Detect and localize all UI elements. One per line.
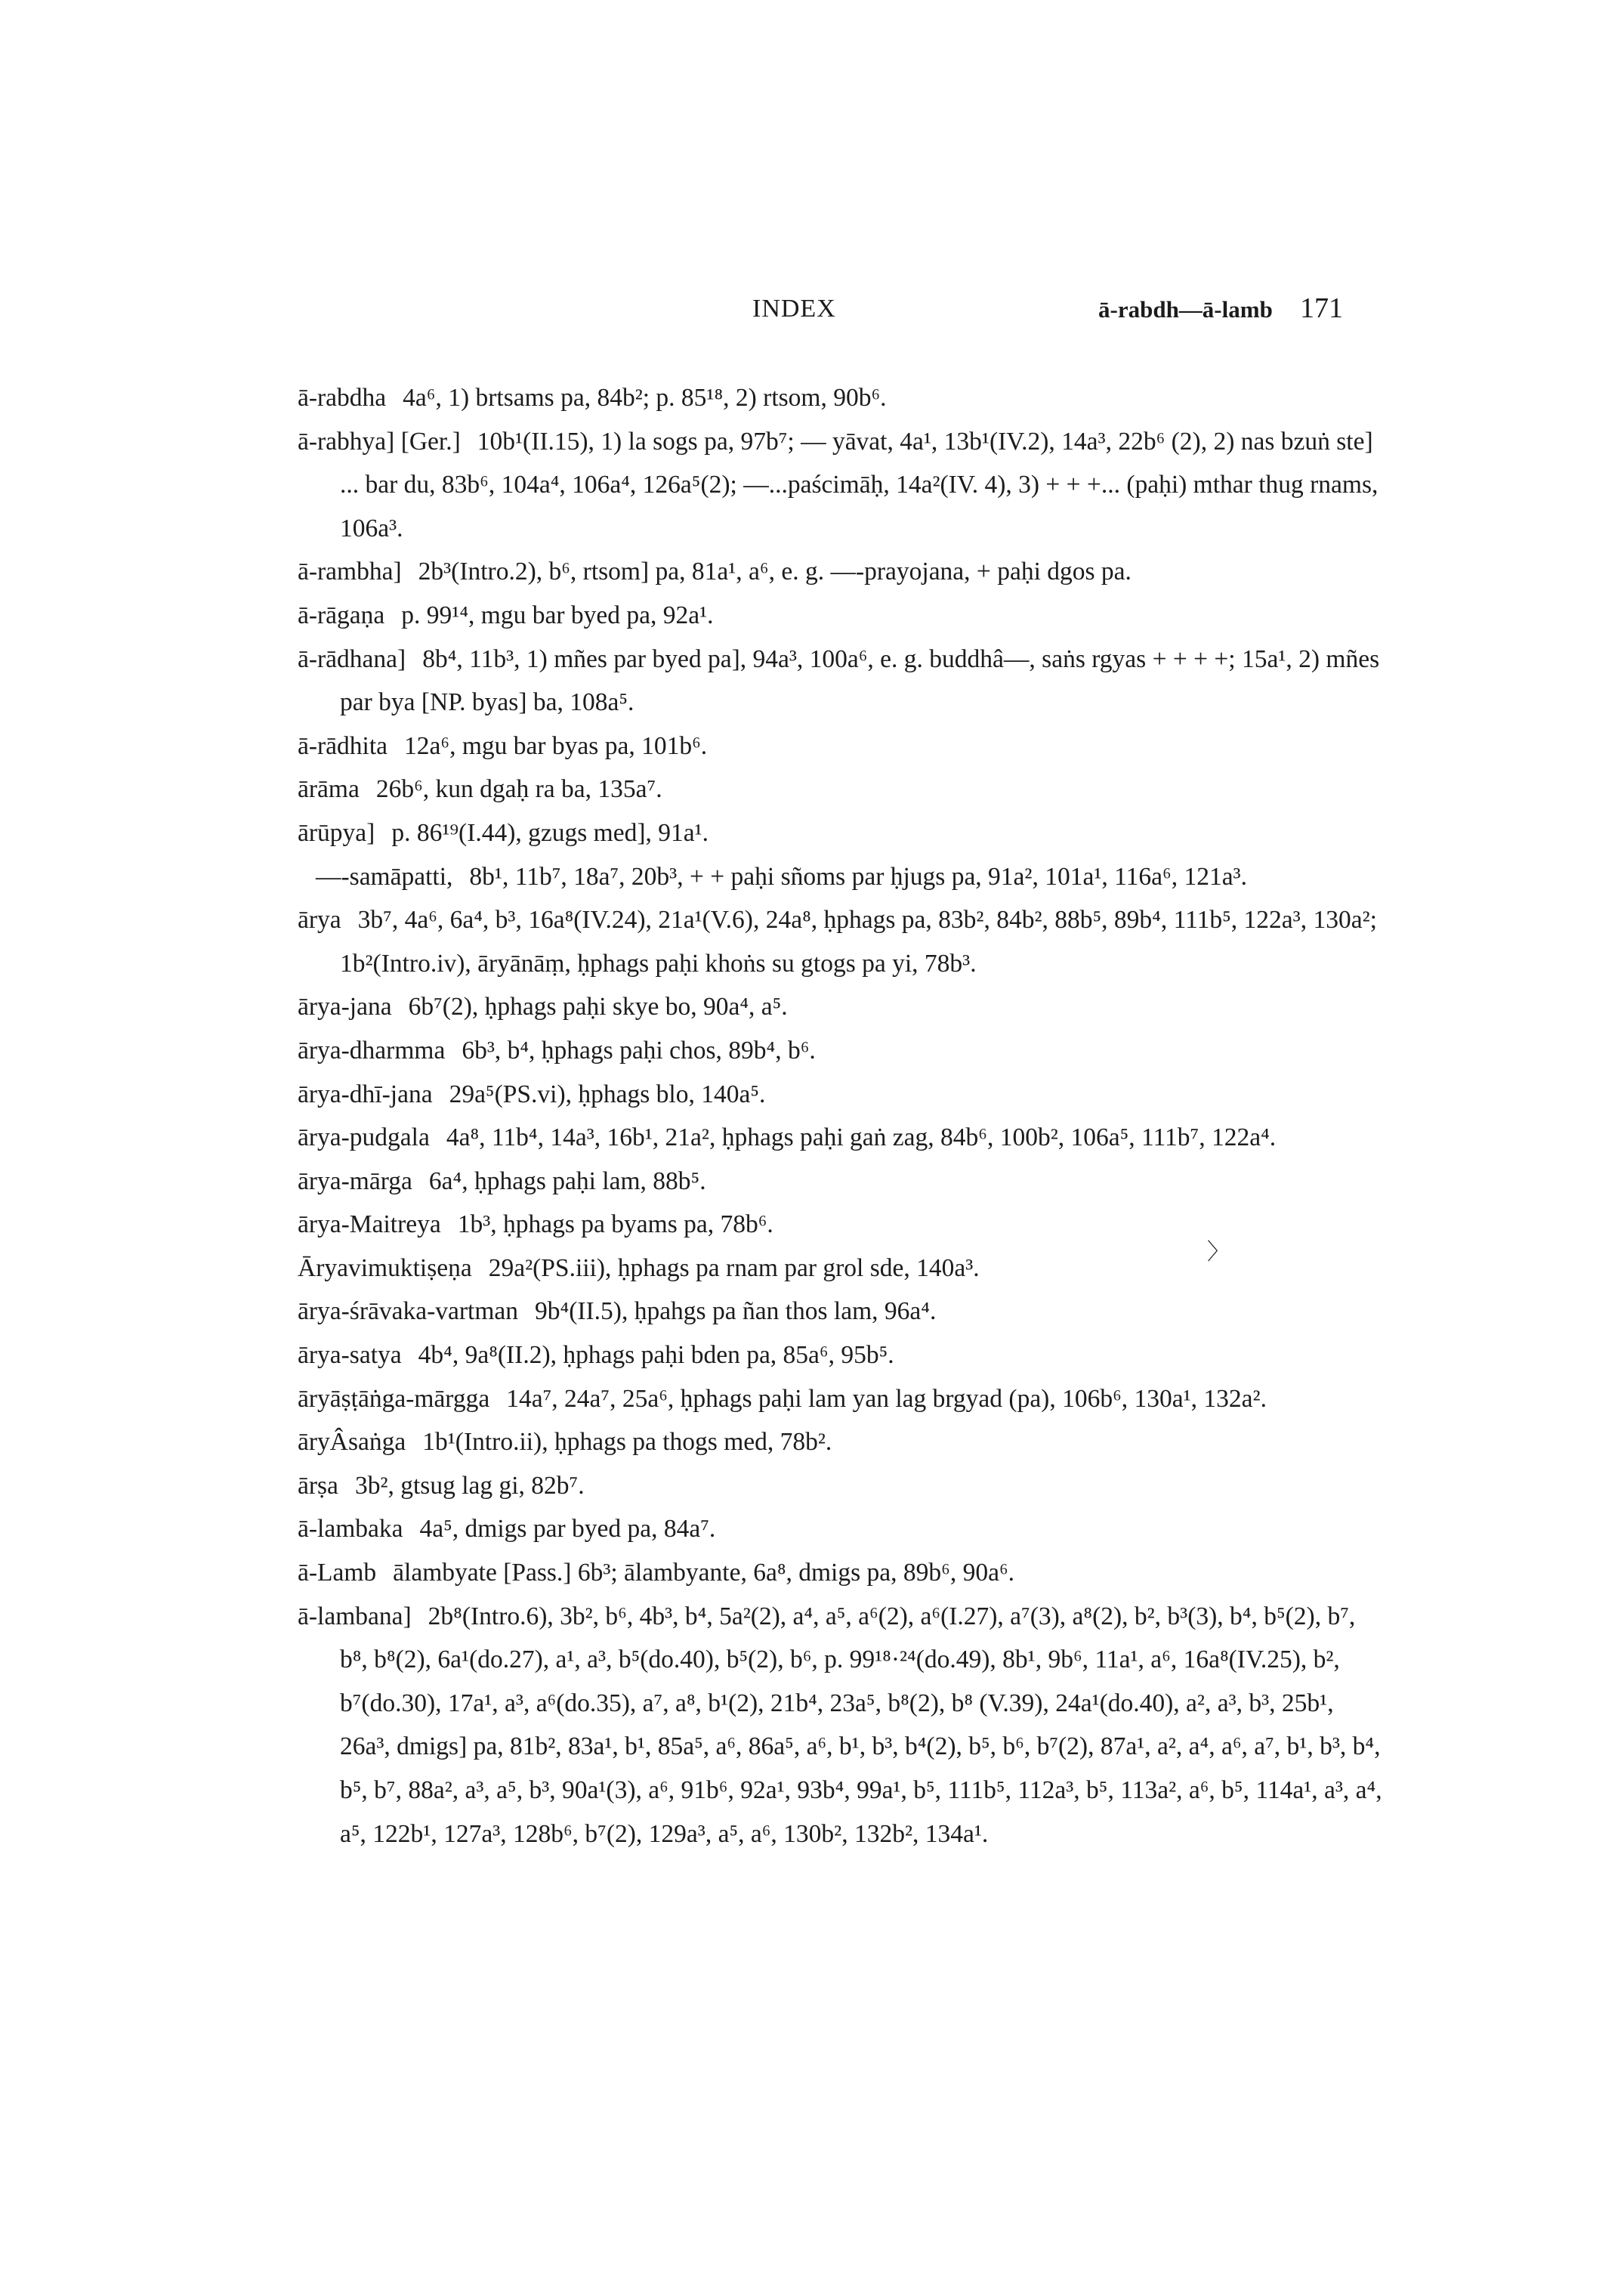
index-entry xyxy=(298,1116,1385,1160)
entry-headword: ārya-satya xyxy=(298,1341,402,1370)
entry-references: 4a⁸, 11b⁴, 14a³, 16b¹, 21a², ḥphags paḥi gaṅ zag, 84b⁶, 100b², 106a⁵, 111b⁷, 122a⁴. xyxy=(446,1123,1277,1152)
index-entry xyxy=(298,1595,1385,1856)
index-entry xyxy=(298,376,1385,420)
entry-references: 12a⁶, mgu bar byas pa, 101b⁶. xyxy=(404,731,708,760)
entry-headword: ārya-Maitreya xyxy=(298,1210,441,1239)
index-entry xyxy=(298,1073,1385,1117)
entry-headword: —-samāpatti, xyxy=(316,862,453,891)
index-entry xyxy=(298,1029,1385,1073)
entry-references: 9b⁴(II.5), ḥpahgs pa ñan thos lam, 96a⁴. xyxy=(535,1297,937,1326)
index-entry xyxy=(298,1551,1385,1595)
index-entry xyxy=(298,725,1385,768)
entry-headword: ārya-dhī-jana xyxy=(298,1080,433,1108)
entry-headword: ārya-mārga xyxy=(298,1167,412,1195)
entry-headword: ā-lambaka xyxy=(298,1515,403,1544)
entry-references: 3b², gtsug lag gi, 82b⁷. xyxy=(354,1471,585,1500)
entry-references: 2b³(Intro.2), b⁶, rtsom] pa, 81a¹, a⁶, e. g. —-prayojana, + paḥi dgos pa. xyxy=(418,558,1132,586)
header-entry-range: ā-rabdh—ā-lamb xyxy=(1098,296,1273,323)
entry-references: 6a⁴, ḥphags paḥi lam, 88b⁵. xyxy=(428,1167,706,1195)
index-entry xyxy=(298,638,1385,725)
entry-headword: ā-lambana] xyxy=(298,1602,412,1630)
index-entries xyxy=(298,376,1385,1856)
entry-references: 4a⁵, dmigs par byed pa, 84a⁷. xyxy=(419,1515,716,1544)
entry-headword: ā-rambha] xyxy=(298,558,402,586)
index-entry xyxy=(298,985,1385,1029)
index-entry xyxy=(298,1160,1385,1204)
entry-references: p. 86¹⁹(I.44), gzugs med], 91a¹. xyxy=(391,818,709,847)
index-entry xyxy=(298,420,1385,551)
stray-mark: 〉 xyxy=(1207,1240,1230,1265)
page-number: 171 xyxy=(1300,292,1343,324)
index-entry xyxy=(298,1464,1385,1508)
entry-headword: ā-Lamb xyxy=(298,1559,377,1587)
entry-headword: ā-rabhya] [Ger.] xyxy=(298,427,461,456)
entry-headword: ārya-pudgala xyxy=(298,1123,430,1152)
header-title: INDEX xyxy=(752,295,836,323)
entry-references: 1b¹(Intro.ii), ḥphags pa thogs med, 78b². xyxy=(422,1428,832,1457)
entry-references: 10b¹(II.15), 1) la sogs pa, 97b⁷; — yāvat, 4a¹, 13b¹(IV.2), 14a³, 22b⁶ (2), 2) nas bzuṅ ste] ... bar du, 83b⁶, 104a⁴, 106a⁴, 126a⁵(2); —...paścimāḥ, 14a²(IV. 4), 3) + + +... (paḥi) mthar thug rnams, 106a³. xyxy=(340,427,1379,542)
running-header xyxy=(0,292,1624,332)
entry-headword: ā-rādhita xyxy=(298,731,388,760)
entry-references: 4b⁴, 9a⁸(II.2), ḥphags paḥi bden pa, 85a⁶, 95b⁵. xyxy=(418,1341,894,1370)
entry-headword: ārya-jana xyxy=(298,993,392,1021)
entry-headword: āryāṣṭāṅga-mārgga xyxy=(298,1384,490,1413)
index-entry xyxy=(298,550,1385,594)
entry-references: 29a⁵(PS.vi), ḥphags blo, 140a⁵. xyxy=(449,1080,766,1108)
entry-headword: ārya xyxy=(298,906,341,935)
entry-headword: ā-rādhana] xyxy=(298,644,406,673)
entry-references: 1b³, ḥphags pa byams pa, 78b⁶. xyxy=(457,1210,773,1239)
entry-references: 14a⁷, 24a⁷, 25a⁶, ḥphags paḥi lam yan lag brgyad (pa), 106b⁶, 130a¹, 132a². xyxy=(506,1384,1267,1413)
index-entry xyxy=(298,594,1385,638)
index-entry xyxy=(298,898,1385,985)
index-entry xyxy=(298,1507,1385,1551)
entry-references: 4a⁶, 1) brtsams pa, 84b²; p. 85¹⁸, 2) rtsom, 90b⁶. xyxy=(403,384,887,412)
entry-headword: ā-rabdha xyxy=(298,384,387,412)
entry-headword: ārya-dharmma xyxy=(298,1036,446,1065)
index-entry xyxy=(298,855,1385,899)
entry-headword: Āryavimuktiṣeṇa xyxy=(298,1253,472,1282)
index-entry xyxy=(298,811,1385,855)
entry-references: 29a²(PS.iii), ḥphags pa rnam par grol sde, 140a³. xyxy=(488,1253,980,1282)
entry-references: 26b⁶, kun dgaḥ ra ba, 135a⁷. xyxy=(375,775,662,804)
index-entry xyxy=(298,768,1385,811)
entry-references: 2b⁸(Intro.6), 3b², b⁶, 4b³, b⁴, 5a²(2), a⁴, a⁵, a⁶(2), a⁶(I.27), a⁷(3), a⁸(2), b², b³(3), b⁴, b⁵(2), b⁷, b⁸, b⁸(2), 6a¹(do.27), a¹, a³, b⁵(do.40), b⁵(2), b⁶, p. 99¹⁸·²⁴(do.49), 8b¹, 9b⁶, 11a¹, a⁶, 16a⁸(IV.25), b², b⁷(do.30), 17a¹, a³, a⁶(do.35), a⁷, a⁸, b¹(2), 21b⁴, 23a⁵, b⁸(2), b⁸ (V.39), 24a¹(do.40), a², a³, b³, 25b¹, 26a³, dmigs] pa, 81b², 83a¹, b¹, 85a⁵, a⁶, 86a⁵, a⁶, b¹, b³, b⁴(2), b⁵, b⁶, b⁷(2), 87a¹, a², a⁴, a⁶, a⁷, b¹, b³, b⁴, b⁵, b⁷, 88a², a³, a⁵, b³, 90a¹(3), a⁶, 91b⁶, 92a¹, 93b⁴, 99a¹, b⁵, 111b⁵, 112a³, b⁵, 113a², a⁶, b⁵, 114a¹, a³, a⁴, a⁵, 122b¹, 127a³, 128b⁶, b⁷(2), 129a³, a⁵, a⁶, 130b², 132b², 134a¹. xyxy=(340,1602,1382,1848)
entry-references: 6b³, b⁴, ḥphags paḥi chos, 89b⁴, b⁶. xyxy=(462,1036,816,1065)
entry-references: 8b⁴, 11b³, 1) mñes par byed pa], 94a³, 100a⁶, e. g. buddhâ—, saṅs rgyas + + + +; 15a¹, 2) mñes par bya [NP. byas] ba, 108a⁵. xyxy=(340,644,1380,717)
entry-headword: ārya-śrāvaka-vartman xyxy=(298,1297,519,1326)
entry-references: 8b¹, 11b⁷, 18a⁷, 20b³, + + paḥi sñoms par ḥjugs pa, 91a², 101a¹, 116a⁶, 121a³. xyxy=(469,862,1247,891)
entry-references: 6b⁷(2), ḥphags paḥi skye bo, 90a⁴, a⁵. xyxy=(408,993,788,1021)
index-entry xyxy=(298,1377,1385,1421)
entry-headword: ārṣa xyxy=(298,1471,338,1500)
entry-references: p. 99¹⁴, mgu bar byed pa, 92a¹. xyxy=(401,601,714,629)
entry-headword: ārūpya] xyxy=(298,818,375,847)
entry-headword: āryÂsaṅga xyxy=(298,1428,406,1457)
entry-headword: ārāma xyxy=(298,775,360,804)
index-entry xyxy=(298,1420,1385,1464)
entry-references: 3b⁷, 4a⁶, 6a⁴, b³, 16a⁸(IV.24), 21a¹(V.6), 24a⁸, ḥphags pa, 83b², 84b², 88b⁵, 89b⁴, 111b⁵, 122a³, 130a²; 1b²(Intro.iv), āryānāṃ, ḥphags paḥi khoṅs su gtogs pa yi, 78b³. xyxy=(340,906,1377,978)
index-entry xyxy=(298,1290,1385,1333)
index-entry xyxy=(298,1333,1385,1377)
entry-headword: ā-rāgaṇa xyxy=(298,601,385,629)
entry-references: ālambyate [Pass.] 6b³; ālambyante, 6a⁸, dmigs pa, 89b⁶, 90a⁶. xyxy=(393,1559,1014,1587)
